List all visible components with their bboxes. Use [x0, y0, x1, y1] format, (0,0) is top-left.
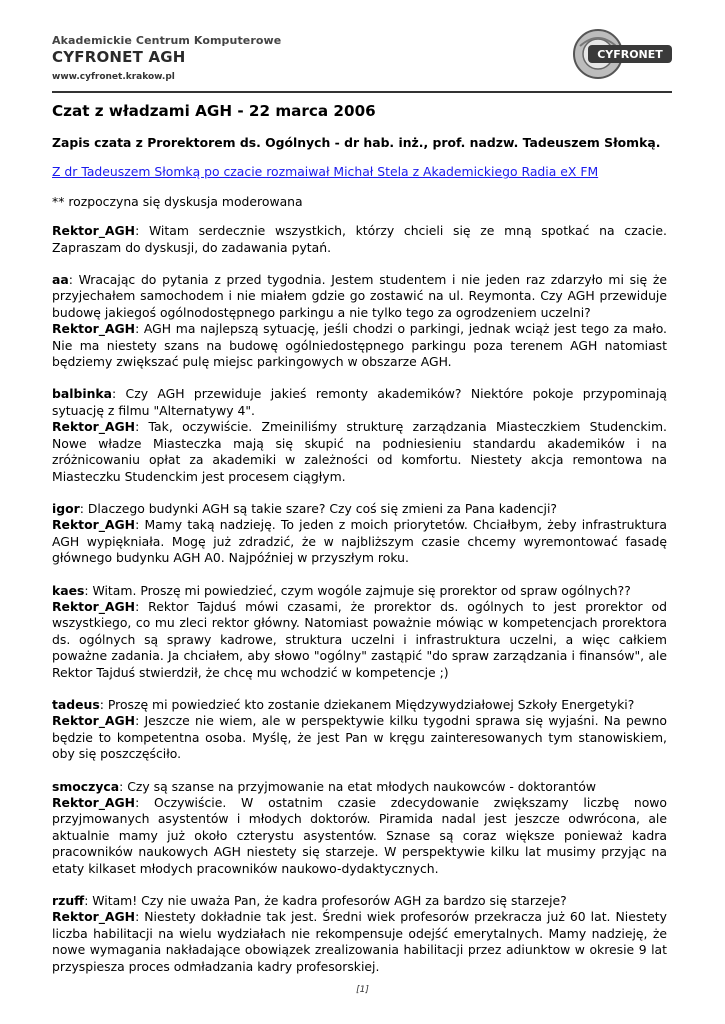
message-text: : Mamy taką nadzieję. To jeden z moich priorytetów. Chciałbym, żeby infrastruktura AGH wypiękniała. Mogę już zdradzić, że w najbliższym czasie chcemy wyremontować fasadę głównego budynku AGH A0. Najpóźniej w przyszłym roku.: [52, 517, 667, 566]
speaker-name: Rektor_AGH: [52, 598, 136, 614]
speaker-name: tadeus: [52, 696, 100, 712]
main-content: [52, 101, 667, 991]
chat-exchange: [52, 386, 667, 484]
message-text: : Rektor Tajduś mówi czasami, że prorektor ds. ogólnych to jest prorektor od wszystkiego, co mu zleci rektor główny. Natomiast poważnie mówiąc w kompetencjach prorektora ds. ogólnych są sprawy kadrowe, struktura uczelni i infrastruktura uczelni, a więc całkiem poważne zadania. Ja chciałem, aby słowo "ogólny" zastąpić "do spraw zarządzania i finansów", ale Rektor Tajduś stwierdził, że chcę mu wchodzić w kompetencje ;): [52, 598, 667, 680]
chat-message: [52, 893, 667, 909]
chat-exchange: [52, 697, 667, 763]
chat-exchange: [52, 893, 667, 975]
chat-exchange: [52, 223, 667, 256]
speaker-name: Rektor_AGH: [52, 909, 136, 925]
chat-exchange: [52, 779, 667, 877]
speaker-name: igor: [52, 500, 80, 516]
message-text: : Witam! Czy nie uważa Pan, że kadra profesorów AGH za bardzo się starzeje?: [84, 893, 567, 909]
chat-message: [52, 697, 667, 713]
speaker-name: aa: [52, 272, 69, 288]
message-text: : Proszę mi powiedzieć kto zostanie dziekanem Międzywydziałowej Szkoły Energetyki?: [99, 696, 635, 712]
message-text: : Wracając do pytania z przed tygodnia. Jestem studentem i nie jeden raz zdarzyło mi się że przyjechałem samochodem i nie miałem gdzie go zostawić na ul. Reymonta. Czy AGH przewiduje budowę jakiegoś ogólnodostępnego parkingu a nie tylko tego za ogrodzeniem uczelni?: [52, 272, 667, 320]
page-subtitle: Zapis czata z Prorektorem ds. Ogólnych - dr hab. inż., prof. nadzw. Tadeuszem Słomką.: [52, 135, 661, 150]
org-name: CYFRONET AGH: [52, 48, 186, 66]
logo-text: CYFRONET: [597, 48, 663, 61]
message-text: : Tak, oczywiście. Zmeiniliśmy strukturę zarządzania Miasteczkiem Studenckim. Nowe władze Miasteczka mają się skupić na podniesieniu standardu akademików i na zróżnicowaniu opłat za akademiki w zależności od komfortu. Niestety akcja remontowa na Miasteczku Studenckim jest procesem ciągłym.: [52, 419, 667, 484]
message-text: : Witam. Proszę mi powiedzieć, czym wogóle zajmuje się prorektor od spraw ogólnych??: [84, 582, 631, 598]
message-text: : Witam serdecznie wszystkich, którzy chcieli się ze mną spotkać na czacie. Zapraszam do dyskusji, do zadawania pytań.: [52, 223, 667, 255]
message-text: : Oczywiście. W ostatnim czasie zdecydowanie zwiększamy liczbę nowo przyjmowanych asystentów i młodych doktorów. Piramida nadal jest jeszcze odwrócona, ale aktualnie mamy już około czterystu asystentów. Sznase są coraz większe ponieważ kadra pracowników naukowych AGH niestety się starzeje. W perspektywie kilku lat musimy przyjąc na etaty kilkaset młodych pracowników naukowo-dydaktycznych.: [52, 795, 667, 876]
chat-message: [52, 272, 667, 321]
speaker-name: Rektor_AGH: [52, 713, 136, 729]
speaker-name: Rektor_AGH: [52, 795, 136, 810]
chat-transcript: [52, 223, 667, 975]
message-text: : AGH ma najlepszą sytuację, jeśli chodzi o parkingi, jednak wciąż jest tego za mało. Nie ma niestety szans na budowę ogólniedostępnego parkingu poza terenem AGH natomiast będziemy zwiększać pulę miejsc parkingowych w obszarze AGH.: [52, 321, 667, 370]
message-text: : Czy są szanse na przyjmowanie na etat młodych naukowców - doktorantów: [119, 778, 596, 794]
speaker-name: balbinka: [52, 386, 113, 402]
chat-message: [52, 795, 667, 877]
cyfronet-logo: [568, 28, 676, 80]
org-line: Akademickie Centrum Komputerowe: [52, 34, 282, 47]
chat-message: [52, 223, 667, 256]
message-text: : Jeszcze nie wiem, ale w perspektywie kilku tygodni sprawa się wyjaśni. Na pewno będzie to kompetentna osoba. Myślę, że jest Pan w kręgu zainteresowanych tym stanowiskiem, oby się poszczęściło.: [52, 713, 667, 762]
chat-message: [52, 713, 667, 762]
chat-message: [52, 501, 667, 517]
interview-link[interactable]: Z dr Tadeuszem Słomką po czacie rozmaiwał Michał Stela z Akademickiego Radia eX FM: [52, 164, 599, 180]
chat-message: [52, 583, 667, 599]
chat-exchange: [52, 583, 667, 681]
org-url: www.cyfronet.krakow.pl: [52, 72, 175, 82]
chat-message: [52, 779, 667, 795]
chat-message: [52, 321, 667, 370]
moderation-note: ** rozpoczyna się dyskusja moderowana: [52, 193, 303, 209]
speaker-name: Rektor_AGH: [52, 419, 136, 435]
speaker-name: Rektor_AGH: [52, 517, 136, 533]
page-number: [1]: [356, 985, 369, 995]
chat-exchange: [52, 501, 667, 567]
page-title: Czat z władzami AGH - 22 marca 2006: [52, 102, 376, 120]
chat-message: [52, 909, 667, 975]
speaker-name: rzuff: [52, 893, 85, 909]
message-text: : Niestety dokładnie tak jest. Średni wiek profesorów przekracza już 60 lat. Niestety liczba habilitacji na wielu wydziałach nie rekompensuje odejść emerytalnych. Mamy nadzieję, że nowe wymagania nakładające obowiązek zrealizowania habilitacji przez adiunktow w okresie 9 lat przyspiesza proces odmładzania kadry profesorskiej.: [52, 909, 667, 974]
speaker-name: smoczyca: [52, 778, 120, 794]
chat-message: [52, 599, 667, 681]
chat-message: [52, 386, 667, 419]
speaker-name: Rektor_AGH: [52, 321, 136, 337]
chat-message: [52, 517, 667, 566]
chat-exchange: [52, 272, 667, 370]
chat-message: [52, 419, 667, 485]
message-text: : Czy AGH przewiduje jakieś remonty akademików? Niektóre pokoje przypominają sytuację z filmu "Alternatywy 4".: [52, 386, 667, 418]
speaker-name: Rektor_AGH: [52, 223, 136, 239]
header-divider: [52, 91, 672, 93]
speaker-name: kaes: [52, 582, 85, 598]
message-text: : Dlaczego budynki AGH są takie szare? Czy coś się zmieni za Pana kadencji?: [79, 500, 557, 516]
